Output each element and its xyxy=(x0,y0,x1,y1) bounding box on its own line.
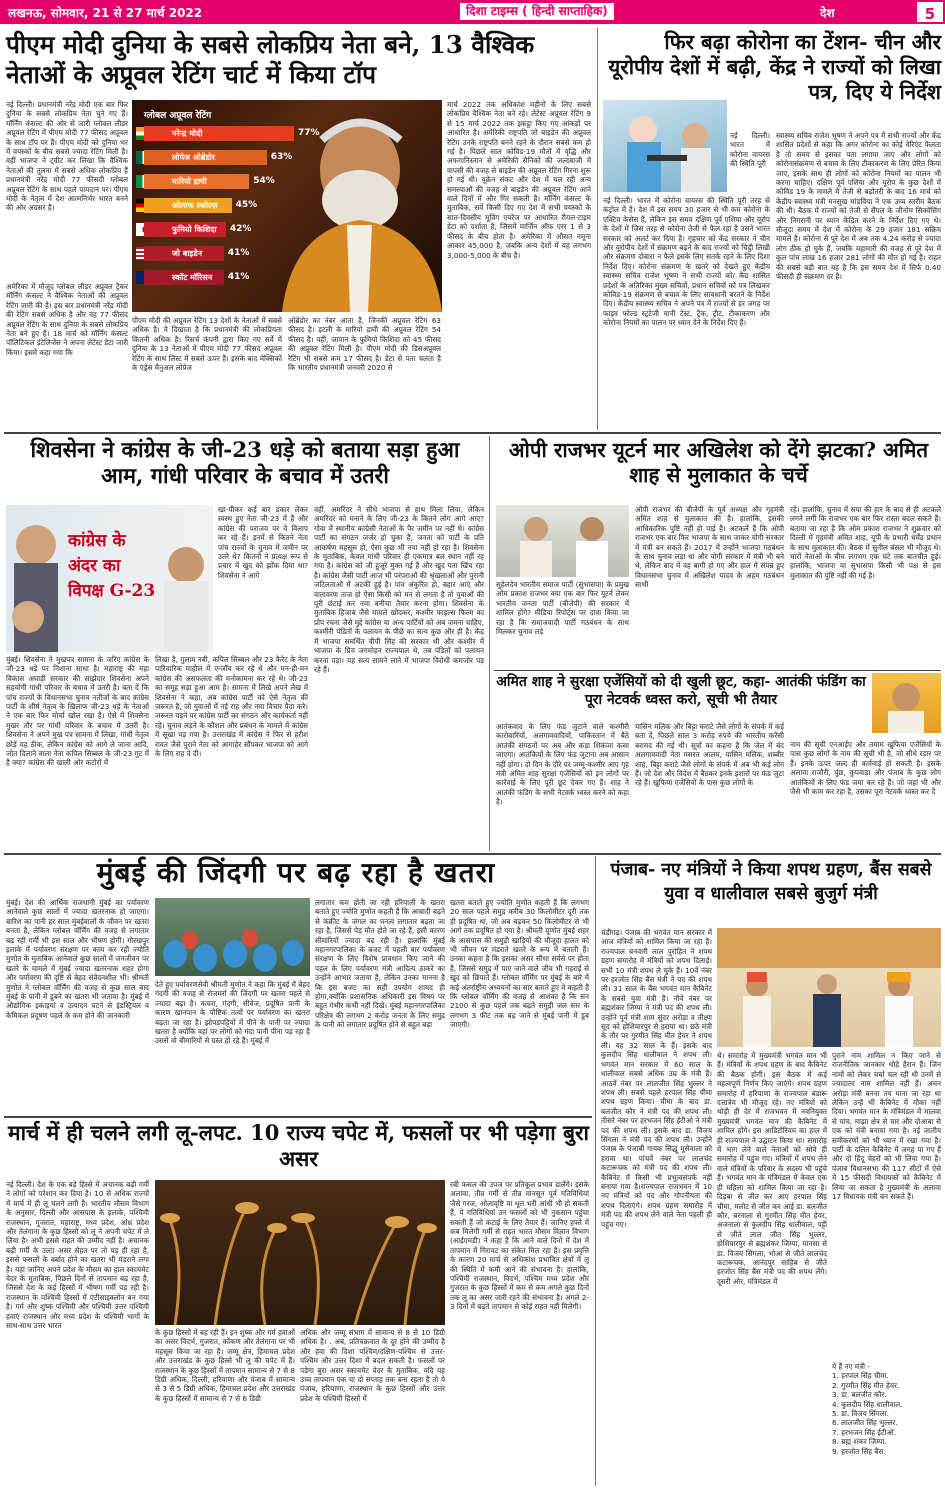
page-number: 5 xyxy=(915,0,945,24)
section-rule xyxy=(4,1116,592,1118)
amit-shah-icon xyxy=(872,673,941,733)
a8-col3: अधिक और जम्मू संभाग में सामान्य से 8 से 10 डिग्री अधिक है। . अब, प्रतिचक्रवात के दूर होने की उम्मीद है और हवा की दिशा पश्चिम/दक्षिण-पश्चिम से उत्तर-पश्चिम और उत्तर दिशा में बदल सकती है। फसलों पर पड़ेगा बुरा असर स्कायमेट वेदर के मुताबिक, यदि यह उच्च तापमान एक या दो सप्ताह तक बना रहता है तो ये पंजाब, हरियाणा, राजस्थान के कुछ हिस्सों और उत्तर प्रदेश के पश्चिमी हिस्सों में xyxy=(300,1328,445,1403)
rating-percent: 41% xyxy=(227,248,250,258)
section-rule xyxy=(4,853,941,855)
a1-col4: मार्च 2022 तक अधिकांश महीनों के लिए सबसे लोकप्रिय वैश्विक नेता बने रहे। लेटेस्ट अप्रूवल रेटिंग 9 से 15 मार्च 2022 तक इकट्ठा किए गए आंकड़ों पर आधारित है। अमेरिकी राष्ट्रपति जो बाइडेन की अप्रूवल रेटिंग उनके राष्ट्रपति बनने रहने के दौरान सबसे कम हो गई है। पिछले साल कोविड-19 मौतों में वृद्धि और अफगानिस्तान से अमेरिकी सैनिकों की जल्दबाजी में वापसी की वजह से बाइडेन की अप्रूवल रेटिंग गिरना शुरू हो गई थी। यूक्रेन संकट और देश में चल रही अन्य समस्याओं की वजह से बाइडेन की अप्रूवल रेटिंग आने वाले दिनों में और गिर सकती है। मॉर्निंग कंसल्ट के मुताबिक, सर्वे किसी दिए गए देश में सभी वयस्कों के सात-दिवसीय मूविंग एवरेज पर आधारित रीयल-टाइम डेटा को दर्शाता है, जिसमें मार्जिन ऑफ एरर 1 से 3 फीसद के बीच होता है। अमेरिका में औसत नमूना आकार 45,000 है, जबकि अन्य देशों में यह लगभग 3,000-5,000 के बीच है। xyxy=(447,100,591,260)
amit-shah-photo xyxy=(872,673,941,733)
a3-col1: मुंबई। शिवसेना ने मुखपत्र सामना के जरिए कांग्रेस के जी-23 धड़े पर निशाना साधा है। महाराष्ट्र की महा विकास अघाड़ी सरकार की साझेदार शिवसेना अपने सहयोगी गांधी परिवार के बचाव में उतरी है। बता दें कि पांच राज्यों के विधानसभा चुनाव नतीजों के बाद कांग्रेस पार्टी के शीर्ष नेतृत्व के खिलाफ जी-23 धड़े के नेताओं ने एक बार फिर मोर्चा खोल रखा है। ऐसे में शिवसेना मुखर तौर पर गांधी परिवार के बचाव में उतरी है। शिवसेना ने अपने मुख पत्र सामना में लिखा, गांधी नेतृत्व छोड़ें यह ठीक, लेकिन कांग्रेस को आगे ले जाना आदि, जोत दिलाने वाला नेता कपिल सिब्बल के जी-23 गुट में है क्या? कांग्रेस की खाली ओर कटोरों में xyxy=(6,655,149,768)
rating-row xyxy=(132,150,442,168)
minister-list-item: 9. हरजोत सिंह बैंस. xyxy=(832,1446,886,1456)
rating-bar: फुमियो किशिदा xyxy=(144,222,226,237)
section-rule xyxy=(494,670,941,671)
a1-col3: ओब्रेडोर का नंबर आता है, जिनकी अप्रूवल रेटिंग 63 फीसद है। इटली के मारियो द्राघी की अप्रूवल रेटिंग 54 फीसद है। वहीं, जापान के फुमियो किशिदा को 45 फीसद की अप्रूवल रेटिंग मिली है। पीएम मोदी की डिसअप्रूवल रेटिंग भी सबसे कम 17 फीसद है। डेटा से पता चलता है कि भारतीय प्रधानमंत्री जनवरी 2020 से xyxy=(288,316,441,373)
a2-col1: नई दिल्ली। भारत में कोरोना वायरस की स्थिति पूरी तरह से कंट्रोल में है। देश में इस समय 30 हजार से भी कम कोरोना के एक्टिव केसेस हैं, लेकिन इस समय दक्षिण पूर्व एशिया और यूरोप के देशों में जिस तरह से कोरोना तेजी से फैल रहा है उसने भारत सरकार को अलर्ट कर दिया है। गृहचार को केंद्र सरकार ने चीन और यूरोपीय देशों में संक्रमण बढ़ने के बाद राज्यों को चिट्ठी लिखी और संक्रमण दोबारा न फैले इसके लिए सतर्क रहने के लिए दिशा निर्देश दिए। कोरोना संक्रमण के खतरे को देखते हुए केंद्रीय स्वास्थ्य सचिव राजेश भूषण ने सभी राज्यों को/ केंद्र शासित प्रदेशों के अतिरिक्त मुख्य सचिवों, प्रधान सचिवों को पत्र लिखकर कोविड-19 संक्रमण से बचाव के लिए सावधानी बरतने के निर्देश दिए। केंद्रीय स्वास्थ्य सचिव ने अपने पत्र में राज्यों से हर जगह पर फाइव फोल्ड स्ट्रटेजी यानी टेस्ट, ट्रैक, ट्रीट, टीकाकरण और कोरोना नियमों का पालन पर ध्यान देने के निर्देश दिए हैं। xyxy=(603,196,770,328)
rating-row xyxy=(132,246,442,264)
a4-headline: ओपी राजभर यूटर्न मार अखिलेश को देंगे झटका? अमित शाह से मुलाकात के चर्चे xyxy=(508,438,929,487)
a1-col2: पीएम मोदी की अप्रूवल रेटिंग 13 देशों के नेताओं में सबसे अधिक है। ये दिखाता है कि प्रधानमंत्री की लोकप्रियता कितनी अधिक है। रिसर्च कंपनी द्वारा किए गए सर्वे में दुनिया के 13 नेताओं में पीएम मोदी 77 फीसद अप्रूवल रेटिंग के साथ लिस्ट में सबसे ऊपर हैं। इसके बाद मेक्सिको के एंड्रेस मैनुअल लोपेज xyxy=(132,316,282,373)
minister-list-item: 7. हरभजन सिंह ईटीओ. xyxy=(832,1427,897,1437)
a7-col2: थे। समारोह में मुख्यमंत्री भगवंत मान भी हैं। मंत्रियों के शपथ ग्रहण के बाद कैबिनेट की बैठक होगी। इस बैठक में कई महत्वपूर्ण निर्णय किए जाएंगे। शपथ ग्रहण समारोह में हरियाणा के राज्यपाल बंडारू दत्तात्रेय भी मौजूद रहे। नए मंत्रियों को थोड़ी ही देर में राजभवन में नवनियुक्त मुख्यमंत्री भगवंत मान की कैबिनेट में शामिल होंगे। इस आडिटोरियम का हाल में ही राज्यपाल ने उद्घाटन किया था। समारोह में भाग लेने वाले नेताओं को सोवे ही समारोह में पहुंच गए। मंत्रियों में शपथ लेने वाले मंत्रियों के परिवार के सदस्य भी पहुंचे हैं। भगवंत मान के मंत्रिमंडल में केवल एक ही महिला को शामिल किया जा रहा है। दिड़बा से जीत कर आए हरपाल सिंह चीमा, मलोट से जीत कर आई डा. बलजीत कौर, बरनाला से गुरमीत सिंह मीत हेयर, अजनाला से कुलदीप सिंह धालीवाल, पट्टी से जीते लाल जीत सिंह भुल्लर, होशियारपुर से ब्रह्मशंकर जिम्पा, मानसा से डा. विजय सिंगला, भोआ से जीते लालचंद कटारूचक, आनंदपुर साहिब से जीते हरजोत सिंह बैंस मंत्री पद की शपथ लेंगे। दूसरी ओर, मंत्रिमंडल में xyxy=(717,1051,827,1286)
rajbhar-shah-photo xyxy=(496,505,629,577)
masthead-section: देश xyxy=(820,6,835,20)
rating-percent: 45% xyxy=(235,200,258,210)
a7-headline: पंजाब- नए मंत्रियों ने किया शपथ ग्रहण, बैंस सबसे युवा व धालीवाल सबसे बुजुर्ग मंत्री xyxy=(610,860,932,904)
rating-row xyxy=(132,126,442,144)
rating-row xyxy=(132,198,442,216)
a3-col3: वहीं, अमरिंदर ने सीधे भाजपा से हाथ मिला लिया, लेकिन अमरिंदर को मनाने के लिए जी-23 के कितने लोग आगे आए? गोवा में स्थानीय कांग्रेसी नेताओं के पैर जमीन पर नहीं थे। कांग्रेस पार्टी का संगठन जर्जर हो चुका है, जनता को पार्टी के प्रति आकर्षण महसूस हो, ऐसा कुछ भी नया नहीं हो रहा है। शिवसेना के मुताबिक, केवल गांधी परिवार ही एकमात्र बल स्थान नहीं रह गया है। कांग्रेस को जी हुजूरे मुक्त गई है और खुद पता खिंच रहा है। कांग्रेस जैसी पार्टी आज भी परंपराओं की श्रृंखलाओं और पुरानी जटिलताओं में अटकी हुई है। पांव अंकुरित हो, बहार आएं और वातावरण ताज हो ऐसा किसी को मन से लगता है तो युवाओं की पूरी छंटाई कर नया बनीचा तैयार करना होगा। शिवसेना के मुताबिक हिजाब जैसे मामले खोदकर, कश्मीर फाइल्स फिल्म का प्रोप रचना जैसे मुद्दे कांग्रेस या अन्य पार्टियों को अब जमना चाहिए, कश्मीरी पंडितों के पलायन के पीछे का सत्य कुछ और ही है। केंद्र में भाजपा समर्थित वीपी सिंह की सरकार थी और कश्मीर में भाजपा के प्रिय जगमोहन राज्यपाल थे, तब पंडितों को पलायन करना पड़ा। यह सत्य सामने लाने में भाजपा विरोधी कमजोर पड़ रहे हैं। xyxy=(314,505,484,674)
rating-percent: 42% xyxy=(229,224,252,234)
a2-headline: फिर बढ़ा कोरोना का टेंशन- चीन और यूरोपीय देशों में बढ़ी, केंद्र ने राज्यों को लिखा पत्र, दिए ये निर्देश xyxy=(608,30,941,104)
minister-list-item: 5. डा. विजय सिंगला. xyxy=(832,1409,889,1419)
water-pots-icon xyxy=(155,898,310,976)
oath-ceremony-icon xyxy=(717,928,941,1047)
a6-headline: मुंबई की जिंदगी पर बढ़ रहा है खतरा xyxy=(96,856,496,889)
rating-percent: 54% xyxy=(253,176,275,186)
a4-col2: ओपी राजभर की बीजेपी के पूर्व अध्यक्ष और गृहमंत्री अमित शाह से मुलाकात की है। हालांकि, इसकी आधिकारिक पुष्टि नहीं हो पाई है। अटकलें हैं कि ओपी राजभर एक बार फिर भाजपा के साथ जाकर योगी सरकार में मंत्री बन सकते हैं। 2017 में उन्होंने भाजपा गठबंधन के साथ चुनाव लड़ा था और योगी सरकार में मंत्री भी बने थे, लेकिन बाद में वह बागी हो गए और हाल में संपन्न हुए विधानसभा चुनाव में अखिलेश यादव के अहम गठबंधन साथी xyxy=(635,505,784,590)
a1-col1b: अमेरिका में मौजूद ग्लोबल लीडर अप्रूवल ट्रैकर मॉर्निंग कंसल्ट ने वैश्विक नेताओं की अप्रूवल रेटिंग जारी की है। इस बार प्रधानमंत्री नरेंद्र मोदी की रेटिंग सबसे अधिक है और वह 77 फीसद अप्रूवल रेटिंग के साथ दुनिया के सबसे लोकप्रिय नेता बने हुए हैं। 18 मार्च को मॉर्निंग कंसल्ट पॉलिटिकल इंटेलिजेंस ने अपना लेटेस्ट डेटा जारी किया। इसमें कहा गया कि xyxy=(6,282,128,357)
a3-col2: लिखा है, गुलाम नबी, कपिल सिब्बल और 23 कैरेट के नेता पारिवारिक माहौल में एन्जॉय कर रहे थे और मन-ही-मन कांग्रेस की असफलता की मनोकामना कर रहे थे। जी-23 का समूह सड़ा हुआ आम है। सामना में लिखे अपने लेख में शिवसेना ने कहा, अब कांग्रेस पार्टी को ऐसे नेतृत्व की जरूरत है, जो युवाओं में नई राह और नया विचार पैदा करे। जरूरत पड़ने पर कांग्रेस पार्टी का संगठन और कार्यकर्ता नहीं रहे। चुनाव लड़ने के कौशल और प्रबंधन के मामले में कांग्रेस में सूखा पड़ गया है। उत्तराखंड में कांग्रेस ने फिर से हरीश रावत जैसे पुराने नेता को आगाहेर सौंपकर भाजपा को आगे के लिए राह दे दी। xyxy=(155,655,308,759)
masthead-title: दिशा टाइम्स ( हिन्दी साप्ताहिक) xyxy=(460,3,614,20)
a7-minister-list xyxy=(832,1362,941,1485)
minister-list-item: 2. गुरमीत सिंह मीत हेयर. xyxy=(832,1380,900,1390)
a6-col4: खतरा बताते हुए ज्योति मुणोत कहती हैं कि लगभग 20 साल पहले समुद्र करीब 30 किलोमीटर दूरी तक ही प्रदूषित था, जो अब बढ़कर 50 किलोमीटर से भी आगे तक प्रदूषित हो गया है। श्रीमती मुणोत मुंबई शहर के आसपास की समुद्री खाड़ियों की मौजूदा हालत को भी जीवन पर मंडराते खतरे के रूप में बताती हैं। उनका कहना है कि इसका असर सीधा सर्वसे पर होता है, जिससे समुद्र में पाए जाने वाले जीव भी गहराई से खुद को छिपाते हैं। ग्लोबल वॉर्मिंग पर मुंबई के बारे में कई अंतर्राष्ट्रीय अध्ययनों का सार बताते हुए वे कहती हैं कि ग्लोबल वॉर्मिंग की वजह से आशंका है कि सन 2100 से कुछ पहले तक बढ़ते समुद्री जल स्तर के लगभग 3 फीट तक बढ़ जाने से मुंबई पानी में डूब जाएगी। xyxy=(450,898,589,1030)
a5-col2: यासिन मलिक और बिट्टा कराटे जैसे लोगों के संपर्क में कई बता दें, पिछले साल 3 करोड़ रुपये की भारतीय करेंसी बरामद की गई थी। सूत्रों का कहना है कि जेल में बंद अलगाववादी नेता मसरत आलम, यासिन मलिक, शब्बीर शाह, बिट्टा कराटे जैसे लोगों के संपर्क में अब भी कई लोग हैं। जो देश और विदेश में बैठकर इनके इशारों पर फंड जुटा रहे हैं। खुफिया एजेंसियों के पास कुछ लोगों के xyxy=(635,722,784,788)
masthead-date: लखनऊ, सोमवार, 21 से 27 मार्च 2022 xyxy=(8,6,203,20)
rating-bar: जो बाइडेन xyxy=(144,246,224,261)
a7-col1: चंडीगढ़। पंजाब की भगवंत मान सरकार में आज मंत्रियों को शामिल किया जा रहा है। राज्यपाल बनवारी लाल पुरोहित ने शपथ ग्रहण समारोह में मंत्रियों को शपथ दिलाई। सभी 10 मंत्री शपथ ले चुके हैं। 10वें नंबर पर हरजोत सिंह बैंस मंत्री ने पद की शपथ ली। 31 साल के बैंस भगवंत मान कैबिनेट के सबसे युवा मंत्री हैं। नौवें नंबर पर ब्रह्मशंकर जिम्पा ने मंत्री पद की शपथ ली। उन्होंने पूर्व मंत्री शाम सुंदर अरोड़ा व तीक्ष्ण सूद को होशियारपुर से हराया था। छठे मंत्री के तौर पर गुरमीत सिंह मीत हेयर ने शपथ ली। वह 32 साल के हैं। इसके बाद कुलदीप सिंह धालीवाल ने शपथ ली। भगवंत मान सरकार में 60 साल के धालीवाल सबसे अधिक उम्र के मंत्री हैं। आठवें नंबर पर लालजीत सिंह भुल्लर ने शपथ ली। सबसे पहले हरपाल सिंह चीमा शपथ ग्रहण किया। चीमा के बाद डा. बलजीत कौर ने मंत्री पद की शपथ ली। तीसरे नंबर पर हरभजन सिंह ईटीओ ने मंत्री पद की शपथ ली। इसके बाद डा. विजय सिंगला ने मंत्री पद की शपथ ली। उन्होंने पंजाब के पंजाबी गायक सिद्धू मूसेवाला को हराया था। पांचवें नंबर पर लालचंद कटारूचक को मंत्री पद की शपथ ली। कैबिनेट में किसी भी प्रभुत्वसंपर्क नहीं बनाया गया है।राज्यपाल राजभवन में 10 नए मंत्रियों को पद और गोपनीयता की शपथ दिलाएंगे। शपथ ग्रहण समारोह में मंत्री पद की शपथ लेने वाले नेता पहली ही पहुंच गए। xyxy=(601,928,712,1229)
a6-col1: मुंबई। देश की आर्थिक राजधानी मुंबई का पर्यावरण आनेवाले कुछ सालों में ज्यादा खतरनाक हो जाएगा। बारिश का पानी हर साल मुंबईवालों के जीवन पर खतरा बनता है, लेकिन ग्लोबल वॉर्मिंग की वजह से लगातार बढ़ रही गर्मी भी इस साल और भीषण होगी। गोरखपुर इलाके में पर्यावरण संरक्षण पर काम कर रही ज्योति मुणोत के मुताबिक आनेवाले कुछ सालों में जनजीवन पर खतरे के मामले में मुंबई ज्यादा खतरनाक शहर होगा और पर्यावरण की दृष्टि से बेहद संवेदनशील भी। श्रीमती मुणोत ने ग्लोबल वॉर्मिंग की वजह से कुछ साल बाद मुंबई के पानी में डूबने का खतरा भी जताया है। मुंबई में औद्योगिक इकाइयां व उत्पादन घटने से इंडस्ट्रियल व केमिकल प्रदूषण पहले के कम होने की जानकारी xyxy=(6,898,149,1020)
a5-col1: आतंकवाद के लिए फंड जुटाने वाले कश्मीरी कारोबारियों, अलगाववादियों, पाकिस्तान में बैठे आतंकी संगठनों पर अब और कड़ा शिकंजा कसा जाएगा। आतंकियों के लिए फंड जुटाना अब आसान नहीं होगा। दो दिन के दौरे पर जम्मू-कश्मीर आए गृह मंत्री अमित शाह सुरक्षा एजेंसियों को इन लोगों पर कार्रवाई के लिए पूरी छूट देकर गए हैं। शाह ने आतंकी फंडिंग के सभी नेटवर्क ध्वस्त करने को कहा है। xyxy=(496,722,629,807)
rating-row xyxy=(132,222,442,240)
rating-percent: 41% xyxy=(227,272,250,282)
chart-title: ग्लोबल अप्रूवल रेटिंग xyxy=(144,111,212,121)
rating-bar: मारियो द्राघी xyxy=(144,174,249,189)
minister-list-item: 4. कुलदीप सिंह धालीवाल. xyxy=(832,1399,903,1409)
minister-list-title: ये हैं नए मंत्री - xyxy=(832,1362,870,1371)
g23-photo xyxy=(6,505,213,652)
a8-headline: मार्च में ही चलने लगी लू-लपट. 10 राज्य चपेट में, फसलों पर भी पड़ेगा बुरा असर xyxy=(8,1120,589,1171)
g23-image-line3: विपक्ष G-23 xyxy=(68,581,156,601)
minister-list-item: 8. ब्रह्म शंकर जिम्पा. xyxy=(832,1437,887,1447)
a1-headline: पीएम मोदी दुनिया के सबसे लोकप्रिय नेता बने, 13 वैश्विक नेताओं के अप्रूवल रेटिंग चार्ट में किया टॉप xyxy=(6,30,535,89)
approval-rating-chart xyxy=(132,100,442,312)
column-divider xyxy=(595,856,596,1486)
a4-col1: सुहेलदेव भारतीय समाज पार्टी (सुभासपा) के प्रमुख ओम प्रकाश राजभर क्या एक बार फिर यूटर्न लेकर भारतीय जनता पार्टी (बीजेपी) की सरकार में शामिल होंगे? मीडिया रिपोर्ट्स पर दावा किया जा रहा है कि समाजवादी पार्टी गठबंधन के साथ मिलकर चुनाव लड़े xyxy=(496,580,629,637)
g23-image-line2: अंदर का xyxy=(68,556,121,576)
rating-bar: नरेन्द्र मोदी xyxy=(144,126,294,141)
minister-list-item: 1. हरपाल सिंह चीमा. xyxy=(832,1371,889,1381)
a5-col3: नाम की सूची एनआईए और तमाम खुफिया एजेंसियों के पास कुछ लोगों के नाम की सूची भी है, जो सीधे रडार पर हैं। इनके ऊपर जल्द ही कार्रवाई हो सकती है। इसके अलावा राजौरी, पुंछ, कुपवाड़ा और पंजाब के कुछ लोग आतंकियों के लिए फंड जमा कर रहे हैं। जो जहां भी और जैसे भी काम कर रहा है, उसका पूरा नेटवर्क ध्वस्त कर दें xyxy=(790,740,941,797)
rating-percent: 63% xyxy=(270,152,293,162)
meeting-icon xyxy=(496,505,629,577)
a7-col3: पुराने नाम शामिल न किए जाने से राजनीतिक जानकार थोड़े हैरान हैं। जिन नामों को लेकर चर्चा चल रही थी उनमें से ज्यादातर नाम शामिल नहीं हैं। अमन अरोड़ा मंत्री बनना तय माना जा रहा था लेकिन उन्हें भी कैबिनेट में मौका नहीं दिया। भगवंत मान के मंत्रिमंडल में मालवा से पांच, माझा क्षेत्र से चार और दोआबा से एक को मंत्री बनाया गया है। नई जातीय समीकरणों को भी ध्यान में रखा गया है। पार्टी के दलित कैबिनेट में जगह पा गए हैं और दो हिंदू चेहरों को भी लिया गया है। पंजाब विधानसभा की 117 सीटों में ऐसे में 15 फीसदी विधायकों को कैबिनेट में लिया जा सकता है मुख्यमंत्री के अलावा 17 विधायक मंत्री बन सकते हैं। xyxy=(832,1051,941,1202)
a8-col1: नई दिल्ली। देश के एक बड़े हिस्से में अचानक बढ़ी गर्मी ने लोगों को परेशान कर दिया है। 10 से अधिक राज्यों में मार्च में ही लू चलने लगी है। भारतीय मौसम विभाग के अनुसार, दिल्ली और आसपास के इलाके, पश्चिमी राजस्थान, गुजरात, महाराष्ट्र, मध्य प्रदेश, आंध्र प्रदेश और तेलंगाना के कुछ हिस्सों को लू ने अपनी चपेट में ले लिया है। अभी इससे राहत की उम्मीद नहीं है। अचानक बढ़ी गर्मी के उल्टा असर सेहत पर तो पड़ ही रहा है, इससे फसलों के बर्बाद होने का खतरा भी मंडराने लगा है। यहां जानिए अपने प्रदेश के मौसम का हाल स्कायमेट वेदर के मुताबिक, पिछले दिनों से तापमान बढ़ रहा है, जिससे देश के कई हिस्सों में भीषण गर्मी पड़ रही है। राजस्थान के पश्चिमी हिस्सों में एंटीसाइक्लोन बन गया है। गर्म और शुष्क पश्चिमी और पश्चिमी उत्तर पश्चिमी हवाएं राजस्थान और मध्य प्रदेश के पश्चिमी भागों के साथ-साथ उत्तर भारत xyxy=(6,1180,149,1331)
rating-row xyxy=(132,174,442,192)
rating-bar: ओलाफ स्कोल्ज़ xyxy=(144,198,232,213)
minister-list-item: 3. डा. बलजीत कौर. xyxy=(832,1390,887,1400)
column-divider xyxy=(489,436,490,851)
rating-row xyxy=(132,270,442,288)
oath-ceremony-photo xyxy=(717,928,941,1047)
a8-col2: के कुछ हिस्सों में बह रही हैं। इन शुष्क और गर्म हवाओं का असर विदर्भ, गुजरात, कोंकण और तेलंगाना पर भी महसूस किया जा रहा है। जम्मू क्षेत्र, हिमाचल प्रदेश और उत्तराखंड के कुछ हिस्से भी लू की चपेट में हैं। राजस्थान के कुछ हिस्सों में तापमान सामान्य से 7 से 8 डिग्री अधिक, दिल्ली, हरियाणा और पंजाब में सामान्य से 3 से 5 डिग्री अधिक, हिमाचल प्रदेश और उत्तराखंड के कुछ हिस्सों में सामान्य से 7 से 6 डिग्री xyxy=(155,1328,295,1403)
water-pots-photo xyxy=(155,898,310,976)
a8-col4: रबी फसल की उपज पर प्रतिकूल प्रभाव डालेंगे। इसके अलावा, तीव्र गर्मी से तीव्र मानसून पूर्व गतिविधियां जैसे गरज, ओलावृष्टि या धूल भरी आंधी भी हो सकती हैं, ये गतिविधियां उन फसलों को भी नुकसान पहुंचा सकती हैं जो कटाई के लिए तैयार हैं। जानिए हफ्ते में कब मिलेगी गर्मी से राहत भारत मौसम विज्ञान विभाग (आईएमडी) ने कहा है कि आने वाले दिनों में देश में तापमान में गिरावट का संकेत मिल रहा है। इस प्रवृत्ति के कारण 20 मार्च से अधिकांश प्रभावित क्षेत्रों में लू की स्थिति में कमी आने की संभावना है। हालांकि, पश्चिमी राजस्थान, विदर्भ, पश्चिम मध्य प्रदेश और गुजरात के कुछ हिस्सों में कम से कम अगले कुछ दिनों तक लू का असर जारी रहने की संभावना है। अगले 2-3 दिनों में बढ़ते तापमान से कोई राहत नहीं मिलेगी। xyxy=(450,1180,589,1312)
a3-headline: शिवसेना ने कांग्रेस के जी-23 धड़े को बताया सड़ा हुआ आम, गांधी परिवार के बचाव में उतरी xyxy=(30,438,460,490)
a6-col3: लगातार कम होती जा रही हरियाली के खतरा बताते हुए ज्योति मुणोत कहती हैं कि आबादी बढ़ने से कंक्रीट के जंगल का घनत्व लगातार बढ़ता जा रहा है, जिससे पेड़ मौत होते जा रहे हैं, इसी कारण सीमांरियों ज्यादा बढ़ रही है। हालांकि मुंबई महानगरपालिका के बजट में पहली बार पर्यावरण संरक्षण के लिए विशेष प्रावधान किए जाने की पहल के लिए पर्यावरण मंत्री आदित्य ठाकरे का उन्होंने आभार जताया है, लेकिन उनका मानना है कि इस बजट का सही उपयोग शायद ही होगा,क्योंकि प्रशासनिक अधिकारी इस विषय पर बहुत गंभीर कभी नहीं दिखे। मुंबई महानगरपालिका परिक्षेत्र की लगभग 2 करोड़ जनता के लिए समुद्र के पानी को लगातार प्रदूषित होने से बहुत बड़ा xyxy=(315,898,445,1030)
a2-col1-top: नई दिल्ली। भारत में कोरोना वायरस की स्थिति पूरी xyxy=(730,131,770,169)
column-divider xyxy=(597,28,598,430)
section-rule xyxy=(4,432,941,434)
a4-col3: रहे। हालांकि, चुनाव में सपा की हार के बाद से ही अटकलें लगने लगीं कि राजभर एक बार फिर रास्ता बदल सकते हैं। बताया जा रहा है कि ओम प्रकाश राजभर ने शुक्रवार को दिल्ली में गृहमंत्री अमित शाह, यूपी के प्रभारी धर्मेंद्र प्रधान के साथ मुलाकात की। बैठक में सुनील बंसल भी मौजूद थे। चारों नेताओं के बीच लगभग एक घंटे तक बातचीत हुई। हालांकि, भाजपा या सुभासपा किसी भी पक्ष से इस मुलाकात की पुष्टि नहीं की गई है। xyxy=(790,505,941,580)
minister-list-item: 6. लालजीत सिंह भुल्लर. xyxy=(832,1418,898,1428)
crops-photo xyxy=(155,1180,445,1325)
a6-col2: देते हुए पर्यावरणसेवी श्रीमती मुणोत ने कहा कि मुंबई में बेहद गंदगी की वजह से रोजमर्रा की जिंदगी पर खतरा पहले से ज्यादा बढ़ा है। कचरा, गंदगी, सीवेज, प्रदूषित पानी के कारण खानपान के पौष्टिक तत्वों पर पर्यावरण का खतरा बढ़ता जा रहा है। झोपड़पट्टियों में पीने के पानी पर ज्यादा खतरा है क्योंकि वहां पर लोगों को गंदा पानी पीना पड़ रहा है उससे वो बीमारियों से ग्रस्त हो रहे हैं। मुंबई में xyxy=(155,980,310,1046)
rating-bar: स्कॉट मॉरिसन xyxy=(144,270,224,285)
a1-col1: नई दिल्ली। प्रधानमंत्री नरेंद्र मोदी एक बार फिर दुनिया के सबसे लोकप्रिय नेता चुने गए हैं। मॉर्निंग कंसल्ट की ओर से जारी ग्लोबल लीडर अप्रूवल रेटिंग में पीएम मोदी 77 फीसद अप्रूवल के साथ टॉप पर हैं। पीएम मोदी को दुनिया भर में वयस्कों के बीच सबसे ज्यादा रेटिंग मिली है। वहीं भाजपा ने ट्वीट कर लिखा कि वैश्विक नेताओं की तुलना में सबसे अधिक लोकप्रिय हैं प्रधानमंत्री नरेंद्र मोदी 77 फीसदी ग्लोबल अप्रूवल रेटिंग के साथ पहले पायदान पर। पीएम मोदी के नेतृत्व में देश आत्मनिर्भर भारत बनने की ओर अग्रसर है। xyxy=(6,100,128,213)
dry-crops-icon xyxy=(155,1180,445,1325)
a5-headline: अमित शाह ने सुरक्षा एजेंसियों को दी खुली छूट, कहा- आतंकी फंडिंग का पूरा नेटवर्क ध्वस्त करो, सूची भी तैयार xyxy=(496,674,866,708)
a3-col2a: खा-पीकर कई बार डकार लेकर स्वस्थ हुए नेता जी-23 में हैं और कांग्रेस की पराजय पर वे विलाप कर रहे हैं। इनमें से कितने नेता पांच राज्यों के चुनाव में जमीन पर उतरे थे? कितनों ने प्रत्यक्ष रूप से प्रचार में खुद को झोंक दिया था? शिवसेना ने आगे xyxy=(218,505,308,580)
rating-bar: लोपेज ओब्रेडोर xyxy=(144,150,267,165)
g23-image-line1: कांग्रेस के xyxy=(68,531,126,551)
rating-percent: 77% xyxy=(298,128,320,138)
a2-col2: स्वास्थ्य सचिव राजेश भूषण ने अपने पत्र में सभी राज्यों और केंद्र शासित प्रदेशों से कहा कि अगर कोरोना का कोई वेरिएंट फैलता है तो समय से इसका पता लगाया जाए और लोगों को कोरोनासंक्रमण से बचाव के लिए टीकाकरण के लिए प्रेरित किया जाए, इसके साथ ही लोगों को कोरोना नियमों का पालन भी करना चाहिए। दक्षिण पूर्व एशिया और यूरोप के कुछ देशों में कोविड 19 के मामले में तेजी से बढ़ोतरी के बाद 16 मार्च को केंद्रीय स्वास्थ्य मंत्री मनसुख मांडविया ने एक उच्च स्तरीय बैठक की थी। बैठक में राज्यों को तेजी से सैंपल के जीनोम सिक्वेंसिंग और निगरानी पर ध्यान केंद्रित करने के निर्देश दिए गए थे। मौजूदा समय में देश में कोरोना के 29 हजार 181 सक्रिय मामले हैं। कोरोना से पूरे देश में अब तक 4.24 करोड़ से ज्यादा लोग ठीक हो चुके हैं, जबकि महामारी की वजह से पूरे देश में कुल पांच लाख 16 हजार 281 लोगों की मौत हो गई है। राहत की सबसे बड़ी बात यह है कि इस समय देश में सिर्फ 0.40 फीसदी ही संक्रमण दर है। xyxy=(776,131,941,282)
masthead-band xyxy=(0,0,945,24)
